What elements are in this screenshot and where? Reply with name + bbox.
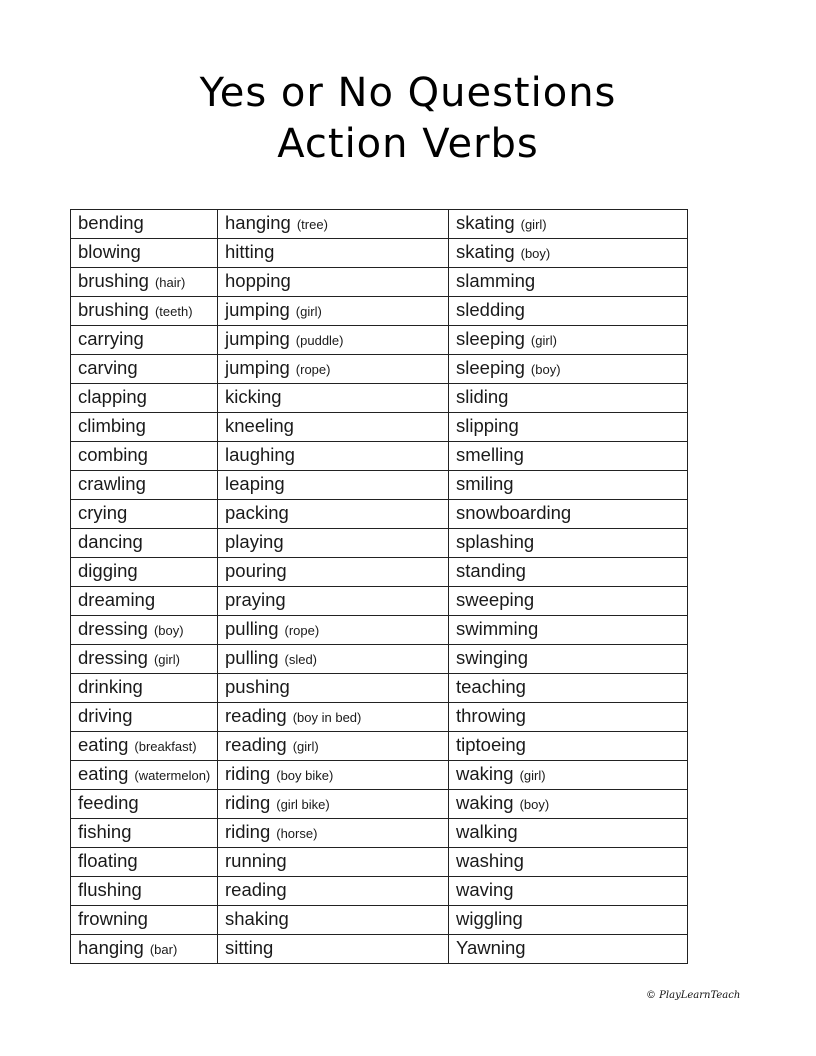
table-cell: [218, 587, 449, 616]
table-cell: [218, 210, 449, 239]
verb-text: hanging: [78, 937, 144, 958]
table-cell: [218, 558, 449, 587]
table-cell: [218, 355, 449, 384]
verb-text: tiptoeing: [456, 734, 526, 755]
table-row: [71, 906, 688, 935]
table-cell: [218, 645, 449, 674]
table-cell: [449, 790, 688, 819]
table-row: [71, 645, 688, 674]
table-cell: [218, 732, 449, 761]
verb-text: swinging: [456, 647, 528, 668]
verb-text: riding: [225, 792, 271, 813]
verb-text: swimming: [456, 618, 539, 639]
table-row: [71, 848, 688, 877]
table-cell: [449, 674, 688, 703]
table-cell: [218, 500, 449, 529]
table-cell: [218, 326, 449, 355]
verb-text: smiling: [456, 473, 514, 494]
table-cell: [449, 297, 688, 326]
verb-text: praying: [225, 589, 286, 610]
verb-text: Yawning: [456, 937, 526, 958]
verb-text: walking: [456, 821, 518, 842]
verb-text: dressing: [78, 647, 148, 668]
verb-text: blowing: [78, 241, 141, 262]
table-cell: [449, 848, 688, 877]
table-cell: [71, 587, 218, 616]
verb-qualifier: (teeth): [154, 304, 193, 319]
verb-text: leaping: [225, 473, 285, 494]
table-row: [71, 558, 688, 587]
verb-qualifier: (watermelon): [134, 768, 211, 783]
verb-text: hopping: [225, 270, 291, 291]
verb-text: reading: [225, 879, 287, 900]
table-row: [71, 442, 688, 471]
verb-text: throwing: [456, 705, 526, 726]
table-cell: [71, 500, 218, 529]
table-cell: [71, 790, 218, 819]
verb-text: hanging: [225, 212, 291, 233]
verb-qualifier: (boy in bed): [292, 710, 362, 725]
table-cell: [218, 268, 449, 297]
verb-text: eating: [78, 734, 129, 755]
table-cell: [449, 587, 688, 616]
table-cell: [71, 442, 218, 471]
table-cell: [71, 935, 218, 964]
verb-text: fishing: [78, 821, 132, 842]
table-row: [71, 471, 688, 500]
verb-text: dressing: [78, 618, 148, 639]
verb-text: sweeping: [456, 589, 535, 610]
table-row: [71, 210, 688, 239]
verb-qualifier: (horse): [276, 826, 318, 841]
verb-qualifier: (boy): [520, 246, 551, 261]
verb-qualifier: (boy bike): [276, 768, 334, 783]
table-cell: [71, 239, 218, 268]
verb-text: dreaming: [78, 589, 156, 610]
verb-qualifier: (breakfast): [134, 739, 197, 754]
verb-text: reading: [225, 705, 287, 726]
table-row: [71, 819, 688, 848]
verb-text: crawling: [78, 473, 146, 494]
table-row: [71, 355, 688, 384]
table-row: [71, 413, 688, 442]
verb-text: drinking: [78, 676, 143, 697]
table-cell: [449, 558, 688, 587]
verb-text: riding: [225, 821, 271, 842]
verb-text: pulling: [225, 618, 279, 639]
table-row: [71, 587, 688, 616]
table-cell: [218, 761, 449, 790]
table-cell: [449, 703, 688, 732]
table-cell: [71, 616, 218, 645]
verb-text: jumping: [225, 357, 290, 378]
table-cell: [218, 616, 449, 645]
table-row: [71, 732, 688, 761]
table-cell: [218, 239, 449, 268]
verb-text: slamming: [456, 270, 536, 291]
verb-text: laughing: [225, 444, 295, 465]
action-verbs-table-body: [71, 210, 688, 964]
table-cell: [71, 268, 218, 297]
action-verbs-table: [70, 209, 688, 964]
table-row: [71, 761, 688, 790]
table-row: [71, 500, 688, 529]
verb-text: sledding: [456, 299, 525, 320]
table-cell: [449, 471, 688, 500]
table-cell: [218, 442, 449, 471]
verb-text: floating: [78, 850, 138, 871]
table-cell: [218, 471, 449, 500]
verb-text: pushing: [225, 676, 290, 697]
table-cell: [71, 529, 218, 558]
table-cell: [218, 819, 449, 848]
table-cell: [449, 645, 688, 674]
verb-text: splashing: [456, 531, 535, 552]
verb-text: jumping: [225, 328, 290, 349]
verb-qualifier: (sled): [284, 652, 318, 667]
copyright-footer: © PlayLearnTeach: [646, 990, 741, 1001]
table-row: [71, 703, 688, 732]
verb-text: slipping: [456, 415, 519, 436]
table-cell: [449, 442, 688, 471]
table-cell: [449, 877, 688, 906]
table-cell: [449, 616, 688, 645]
table-cell: [218, 848, 449, 877]
verb-text: sleeping: [456, 328, 525, 349]
verb-qualifier: (boy): [519, 797, 550, 812]
verb-text: driving: [78, 705, 133, 726]
table-cell: [71, 848, 218, 877]
verb-text: packing: [225, 502, 289, 523]
table-cell: [218, 297, 449, 326]
table-cell: [71, 732, 218, 761]
verb-qualifier: (tree): [296, 217, 328, 232]
verb-text: combing: [78, 444, 148, 465]
verb-text: bending: [78, 212, 144, 233]
verb-qualifier: (girl): [530, 333, 557, 348]
verb-text: crying: [78, 502, 128, 523]
verb-text: teaching: [456, 676, 526, 697]
verb-text: washing: [456, 850, 524, 871]
table-cell: [71, 297, 218, 326]
verb-text: standing: [456, 560, 526, 581]
verb-text: snowboarding: [456, 502, 572, 523]
verb-text: dancing: [78, 531, 143, 552]
table-cell: [71, 674, 218, 703]
verb-text: carrying: [78, 328, 144, 349]
table-row: [71, 877, 688, 906]
verb-text: climbing: [78, 415, 146, 436]
table-row: [71, 384, 688, 413]
verb-text: wiggling: [456, 908, 523, 929]
verb-qualifier: (boy): [153, 623, 184, 638]
verb-qualifier: (girl): [520, 217, 547, 232]
table-cell: [71, 355, 218, 384]
verb-text: skating: [456, 212, 515, 233]
table-row: [71, 616, 688, 645]
verb-qualifier: (girl): [292, 739, 319, 754]
verb-qualifier: (rope): [284, 623, 320, 638]
table-cell: [71, 645, 218, 674]
table-cell: [71, 384, 218, 413]
verb-text: feeding: [78, 792, 139, 813]
verb-text: waking: [456, 763, 514, 784]
verb-qualifier: (girl bike): [276, 797, 330, 812]
verb-text: kicking: [225, 386, 282, 407]
table-cell: [449, 935, 688, 964]
table-cell: [449, 210, 688, 239]
table-row: [71, 529, 688, 558]
verb-text: shaking: [225, 908, 289, 929]
table-cell: [218, 790, 449, 819]
verb-text: sitting: [225, 937, 274, 958]
table-cell: [449, 906, 688, 935]
table-cell: [71, 877, 218, 906]
table-cell: [449, 384, 688, 413]
verb-text: waving: [456, 879, 514, 900]
table-cell: [449, 819, 688, 848]
verb-text: reading: [225, 734, 287, 755]
table-row: [71, 790, 688, 819]
table-cell: [218, 674, 449, 703]
table-row: [71, 326, 688, 355]
verb-text: waking: [456, 792, 514, 813]
verb-text: sleeping: [456, 357, 525, 378]
table-cell: [218, 703, 449, 732]
verb-qualifier: (girl): [295, 304, 322, 319]
verb-text: pouring: [225, 560, 287, 581]
verb-text: kneeling: [225, 415, 294, 436]
table-cell: [218, 906, 449, 935]
verb-text: jumping: [225, 299, 290, 320]
verb-text: sliding: [456, 386, 509, 407]
table-cell: [449, 500, 688, 529]
table-cell: [449, 326, 688, 355]
verb-qualifier: (girl): [519, 768, 546, 783]
verb-text: hitting: [225, 241, 275, 262]
table-cell: [71, 819, 218, 848]
table-cell: [71, 906, 218, 935]
table-row: [71, 297, 688, 326]
table-cell: [449, 239, 688, 268]
table-cell: [449, 761, 688, 790]
verb-text: flushing: [78, 879, 142, 900]
table-cell: [71, 558, 218, 587]
verb-text: smelling: [456, 444, 524, 465]
table-cell: [449, 413, 688, 442]
verb-text: frowning: [78, 908, 148, 929]
table-cell: [71, 761, 218, 790]
table-cell: [71, 413, 218, 442]
verb-qualifier: (girl): [153, 652, 180, 667]
page-title: Yes or No Questions: [199, 70, 617, 116]
verb-text: pulling: [225, 647, 279, 668]
verb-text: brushing: [78, 270, 149, 291]
table-cell: [449, 355, 688, 384]
table-row: [71, 674, 688, 703]
table-cell: [71, 471, 218, 500]
verb-text: playing: [225, 531, 284, 552]
verb-text: brushing: [78, 299, 149, 320]
table-row: [71, 935, 688, 964]
verb-qualifier: (rope): [295, 362, 331, 377]
table-cell: [71, 210, 218, 239]
verb-text: digging: [78, 560, 138, 581]
verb-text: eating: [78, 763, 129, 784]
verb-text: running: [225, 850, 287, 871]
table-cell: [218, 529, 449, 558]
verb-qualifier: (puddle): [295, 333, 344, 348]
table-cell: [218, 384, 449, 413]
page-subtitle: Action Verbs: [277, 121, 539, 167]
verb-text: riding: [225, 763, 271, 784]
table-cell: [449, 732, 688, 761]
verb-text: carving: [78, 357, 138, 378]
table-cell: [449, 268, 688, 297]
verb-qualifier: (hair): [154, 275, 186, 290]
table-row: [71, 268, 688, 297]
table-row: [71, 239, 688, 268]
verb-text: skating: [456, 241, 515, 262]
table-cell: [449, 529, 688, 558]
verb-text: clapping: [78, 386, 147, 407]
table-cell: [71, 326, 218, 355]
verb-qualifier: (boy): [530, 362, 561, 377]
table-cell: [71, 703, 218, 732]
table-cell: [218, 935, 449, 964]
table-cell: [218, 413, 449, 442]
verb-qualifier: (bar): [149, 942, 178, 957]
table-cell: [218, 877, 449, 906]
